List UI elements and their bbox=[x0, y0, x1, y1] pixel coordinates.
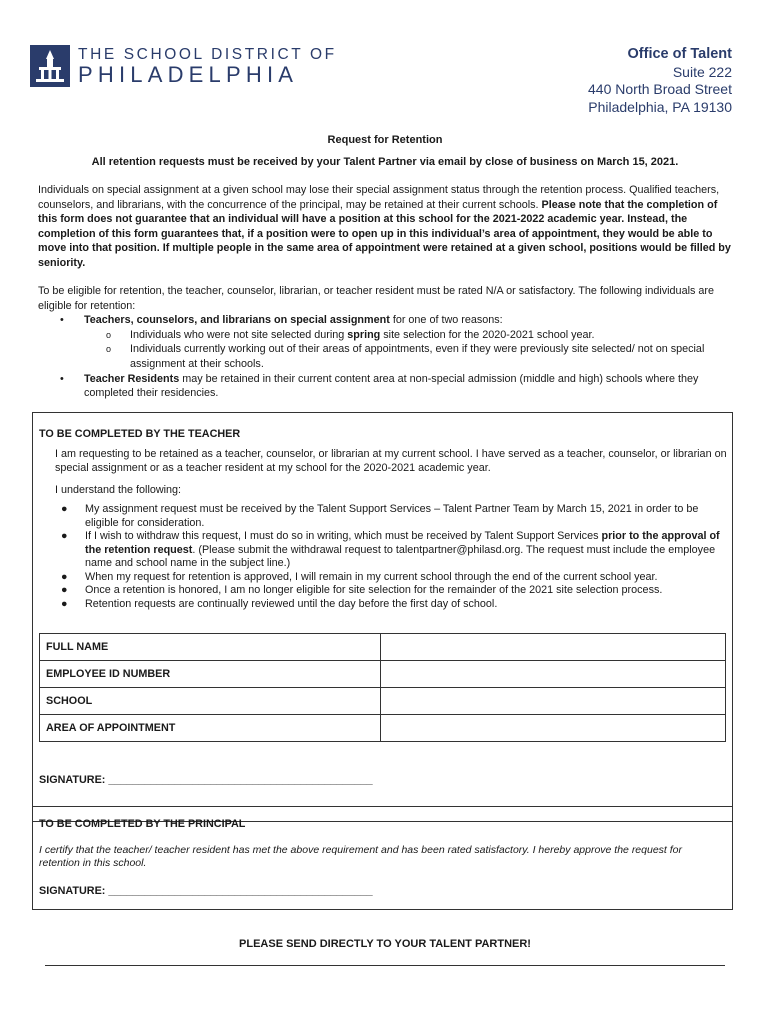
table-row bbox=[40, 634, 726, 661]
office-title: Office of Talent bbox=[627, 46, 732, 62]
sub1-post: site selection for the 2020-2021 school year. bbox=[380, 328, 595, 341]
full-name-label: FULL NAME bbox=[40, 634, 381, 661]
office-city: Philadelphia, PA 19130 bbox=[588, 98, 732, 115]
teacher-signature-line[interactable]: SIGNATURE: ____________________________________________ bbox=[39, 774, 373, 786]
table-row bbox=[40, 715, 726, 742]
sub1-pre: Individuals who were not site selected during bbox=[130, 328, 348, 341]
teacher-section-title: TO BE COMPLETED BY THE TEACHER bbox=[39, 428, 241, 440]
teacher-conditions-list bbox=[55, 503, 725, 611]
principal-certify-text: I certify that the teacher/ teacher resident has met the above requirement and has been rated satisfactory. I hereby approve the request for retention in this school. bbox=[39, 844, 683, 869]
understand-label: I understand the following: bbox=[55, 484, 182, 496]
intro-paragraph bbox=[38, 183, 733, 271]
eligibility-sub-1: o Individuals who were not site selected during spring site selection for the 2020-2021 school year. bbox=[106, 328, 595, 341]
logo-line1: THE SCHOOL DISTRICT OF bbox=[78, 46, 337, 63]
item2-bold: Teacher Residents bbox=[84, 372, 180, 385]
area-of-appointment-label: AREA OF APPOINTMENT bbox=[40, 715, 381, 742]
condition-4: ● Once a retention is honored, I am no longer eligible for site selection for the remainder of the 2021 site selection process. bbox=[61, 584, 663, 596]
item1-bold: Teachers, counselors, and librarians on special assignment bbox=[84, 314, 390, 327]
sub2-text: Individuals currently working out of their areas of appointments, even if they were previously site selected/ not on special assignment at their schools. bbox=[130, 343, 705, 370]
eligibility-item-teachers: • Teachers, counselors, and librarians on special assignment for one of two reasons: o Individuals who were not site selected during spring site selection for the 2020-2021 school year. o Individuals currently working out of their areas of appointments, even if they were previously site selected/ not on special assignment at their schools. bbox=[38, 313, 733, 371]
office-suite: Suite 222 bbox=[672, 63, 732, 80]
intro-normal: Individuals on special assignment at a given school may lose their special assignment status through the retention process. Qualified teachers, counselors, and librarians, with the concurrence of the principal, may be retained at their current schools. bbox=[38, 184, 720, 211]
office-street: 440 North Broad Street bbox=[588, 81, 732, 97]
school-field[interactable] bbox=[381, 688, 726, 715]
school-label: SCHOOL bbox=[40, 688, 381, 715]
logo-line2: PHILADELPHIA bbox=[78, 62, 299, 87]
employee-id-label: EMPLOYEE ID NUMBER bbox=[40, 661, 381, 688]
condition-1: ● My assignment request must be received by the Talent Support Services – Talent Partner Team by March 15, 2021 in order to be eligible for consideration. bbox=[61, 503, 699, 529]
condition-2: ● If I wish to withdraw this request, I must do so in writing, which must be received by Talent Support Services prior to the approval of the retention request. (Please submit the withdrawal request to talentpartner@philasd.org. The request must include the employee name and school name in the subject line.) bbox=[61, 530, 720, 569]
item2-rest: may be retained in their current content area at non-special admission (middle and high) schools where they completed their residencies. bbox=[84, 372, 699, 400]
eligibility-sub-2: o Individuals currently working out of their areas of appointments, even if they were previously site selected/ not on special assignment at their schools. bbox=[106, 343, 705, 370]
eligibility-intro: To be eligible for retention, the teacher, counselor, librarian, or teacher resident must be rated N/A or satisfactory. The following individuals are eligible for retention: bbox=[38, 285, 714, 312]
district-logo bbox=[30, 45, 337, 87]
area-of-appointment-field[interactable] bbox=[381, 715, 726, 742]
principal-section bbox=[32, 806, 733, 910]
principal-signature-line[interactable]: SIGNATURE: ____________________________________________ bbox=[39, 885, 373, 897]
page-title: Request for Retention bbox=[327, 134, 443, 146]
office-address bbox=[588, 46, 732, 116]
full-name-field[interactable] bbox=[381, 634, 726, 661]
footer-instruction: PLEASE SEND DIRECTLY TO YOUR TALENT PARTNER! bbox=[239, 938, 531, 950]
item1-rest: for one of two reasons: bbox=[389, 314, 503, 327]
intro-bold: Please note that the completion of this form does not guarantee that an individual will have a position at this school for the 2021-2022 academic year. Instead, the completion of this form guarantees that, if a position were to open up in this individual’s area of appointment, they would be able to move into that position. If multiple people in the same area of appointment were retained at a given school, positions would be filled by seniority. bbox=[38, 198, 731, 269]
building-icon bbox=[30, 45, 70, 87]
deadline-notice: All retention requests must be received by your Talent Partner via email by close of business on March 15, 2021. bbox=[91, 156, 679, 168]
principal-section-title: TO BE COMPLETED BY THE PRINCIPAL bbox=[39, 818, 246, 830]
teacher-info-table bbox=[39, 633, 726, 742]
eligibility-item-residents: • Teacher Residents may be retained in their current content area at non-special admission (middle and high) schools where they completed their residencies. bbox=[60, 372, 699, 400]
condition-5: ● Retention requests are continually reviewed until the day before the first day of school. bbox=[61, 597, 498, 610]
employee-id-field[interactable] bbox=[381, 661, 726, 688]
teacher-section bbox=[32, 412, 733, 822]
sub1-bold: spring bbox=[347, 328, 381, 341]
eligibility-section bbox=[38, 284, 733, 401]
table-row bbox=[40, 688, 726, 715]
table-row bbox=[40, 661, 726, 688]
footer-divider bbox=[45, 965, 725, 966]
teacher-request-text: I am requesting to be retained as a teacher, counselor, or librarian at my current school. I have served as a teacher, counselor, or librarian on special assignment or as a teacher resident at my school for the 2020-2021 academic year. bbox=[55, 448, 727, 474]
condition-3: ● When my request for retention is approved, I will remain in my current school through the end of the current school year. bbox=[61, 570, 658, 583]
